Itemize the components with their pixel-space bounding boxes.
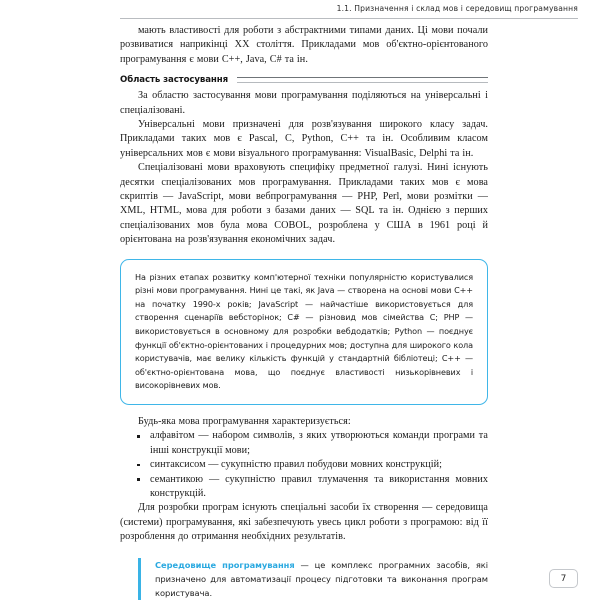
list-item (120, 458, 488, 472)
list-item (120, 429, 488, 458)
body-paragraph-2: Універсальні мови призначені для розв'язування широкого класу задач. Прикладами таких мов є Pascal, C, Python, C++ та ін. Особливим класом універсальних мов є мови візуального програмування: VisualBasic, Delphi та ін. (120, 119, 488, 159)
section-heading-label: Область застосування (120, 75, 228, 86)
closing-paragraph: Для розробки програм існують спеціальні засоби їх створення — середовища (системи) програмування, які забезпечують увесь цикл роботи з програмою: від її розроблення до отримання необхідних результатів. (120, 502, 488, 543)
characteristics-list (120, 429, 488, 501)
info-callout-text: На різних етапах розвитку комп'ютерної техніки популярністю користувалися різні мови програмування. Нині це такі, як Java — створена на основі мови C++ на початку 1990-х років; JavaScript — найчастіше використовується для створення сценаріїв вебсторінок; C# — різновид мов сімейства C; PHP — використовується в основному для розробки вебдодатків; Python — поєднує функції об'єктно-орієнтованих і процедурних мов; доступна для широкого кола користувачів, має велику кількість функцій у стандартній бібліотеці; C++ — об'єктно-орієнтована мова, що поєднує властивості низькорівневих і високорівневих мов. (135, 271, 473, 391)
header-divider-rule (120, 18, 578, 19)
definition-block (138, 558, 488, 600)
bullet-dot-icon (137, 464, 140, 467)
info-callout-box (120, 259, 488, 405)
list-item-text: синтаксисом — сукупністю правил побудови мовних конструкцій; (150, 459, 442, 471)
body-paragraph-1: За областю застосування мови програмування поділяються на універсальні і спеціалізовані. (120, 90, 488, 116)
intro-paragraph: мають властивості для роботи з абстрактними типами даних. Ці мови почали розвиватися наприкінці XX століття. Прикладами мов об'єктно-орієнтованого програмування є мови C++, Java, C# та ін. (120, 25, 488, 65)
section-heading-rule (237, 77, 488, 83)
definition-body: — це комплекс програмних засобів, які призначено для автоматизації процесу підготовки та виконання програм користувача. (155, 559, 488, 598)
definition-text (155, 558, 488, 600)
page-number-badge (549, 569, 578, 588)
page-content (120, 24, 488, 600)
definition-term: Середовище програмування (155, 559, 295, 570)
page-number: 7 (560, 573, 567, 584)
bullet-dot-icon (137, 435, 140, 438)
section-heading (120, 75, 488, 85)
list-item-text: алфавітом — набором символів, з яких утворюються команди програми та інші конструкції мови; (150, 430, 488, 456)
list-intro-paragraph: Будь-яка мова програмування характеризується: (138, 416, 351, 428)
running-header-title: 1.1. Призначення і склад мов і середовищ програмування (336, 4, 578, 13)
body-paragraph-3: Спеціалізовані мови враховують специфіку предметної галузі. Нині існують десятки спеціалізованих мов програмування. Прикладами таких мов є мова скриптів — JavaScript, мови вебпрограмування — PHP, Perl, мови розмітки — XML, HTML, мова для роботи з базами даних — SQL та ін. Однією з перших спеціалізованих мов була мова COBOL, розроблена у США в 1961 році й орієнтована на розв'язування економічних задач. (120, 162, 488, 246)
bullet-dot-icon (137, 478, 140, 481)
list-item-text: семантикою — сукупністю правил тлумачення та використання мовних конструкцій. (150, 473, 488, 500)
list-item (120, 473, 488, 502)
